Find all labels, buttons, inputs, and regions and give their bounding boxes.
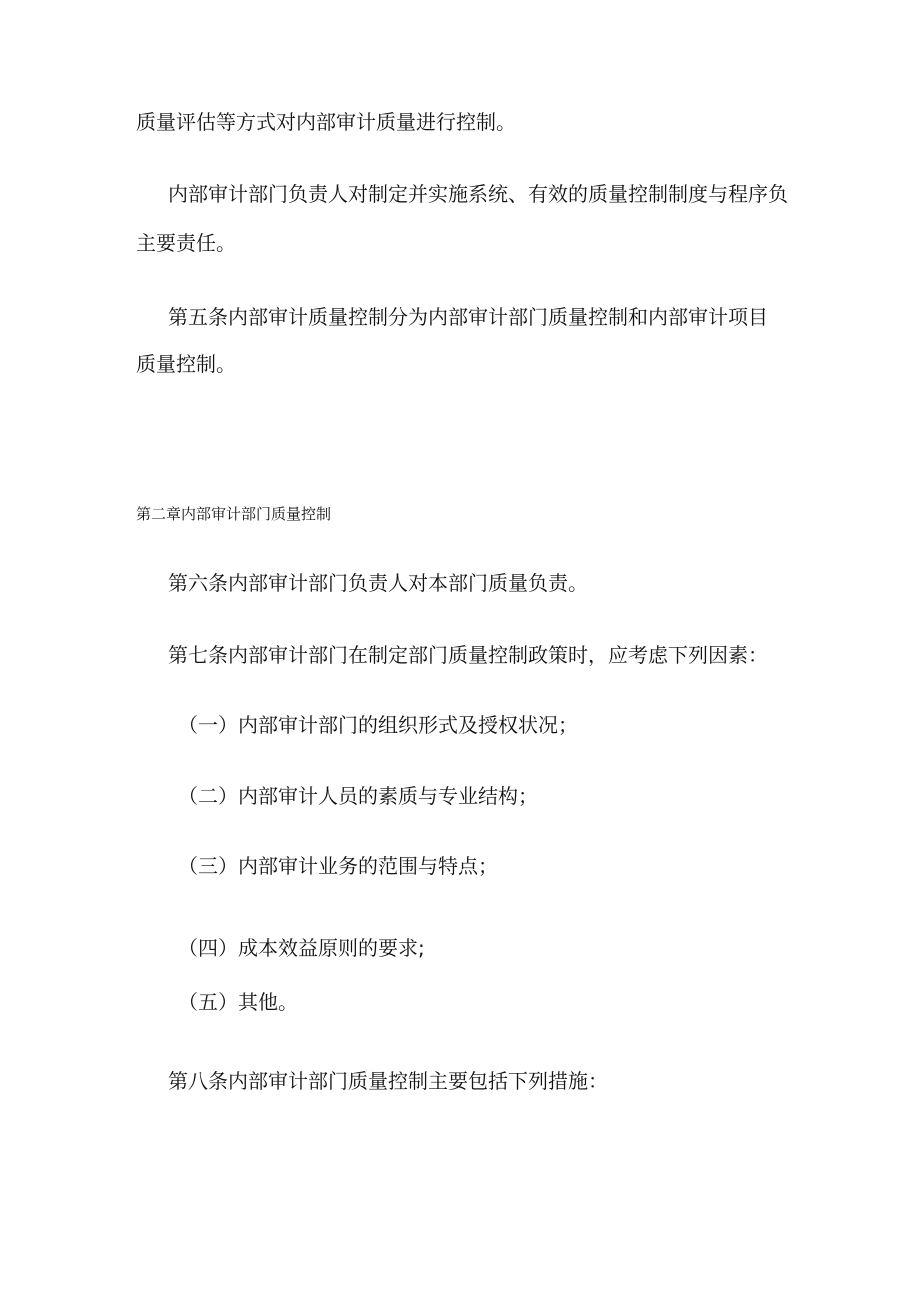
paragraph-line: 质量评估等方式对内部审计质量进行控制。 xyxy=(136,110,516,134)
article-6: 第六条内部审计部门负责人对本部门质量负责。 xyxy=(168,571,588,595)
article-5-line: 第五条内部审计质量控制分为内部审计部门质量控制和内部审计项目 xyxy=(168,305,768,329)
paragraph-line: 主要责任。 xyxy=(136,231,236,255)
article-7-item: （五）其他。 xyxy=(178,990,298,1014)
article-7-item: （三）内部审计业务的范围与特点； xyxy=(178,854,498,878)
article-7: 第七条内部审计部门在制定部门质量控制政策时，应考虑下列因素： xyxy=(168,643,768,667)
article-7-item: （二）内部审计人员的素质与专业结构； xyxy=(178,784,538,808)
article-8: 第八条内部审计部门质量控制主要包括下列措施： xyxy=(168,1069,608,1093)
paragraph-line: 内部审计部门负责人对制定并实施系统、有效的质量控制制度与程序负 xyxy=(168,182,788,206)
chapter-heading: 第二章内部审计部门质量控制 xyxy=(136,505,332,523)
article-5-line: 质量控制。 xyxy=(136,352,236,376)
article-7-item: （一）内部审计部门的组织形式及授权状况； xyxy=(178,713,578,737)
article-7-item: （四）成本效益原则的要求; xyxy=(178,936,425,960)
